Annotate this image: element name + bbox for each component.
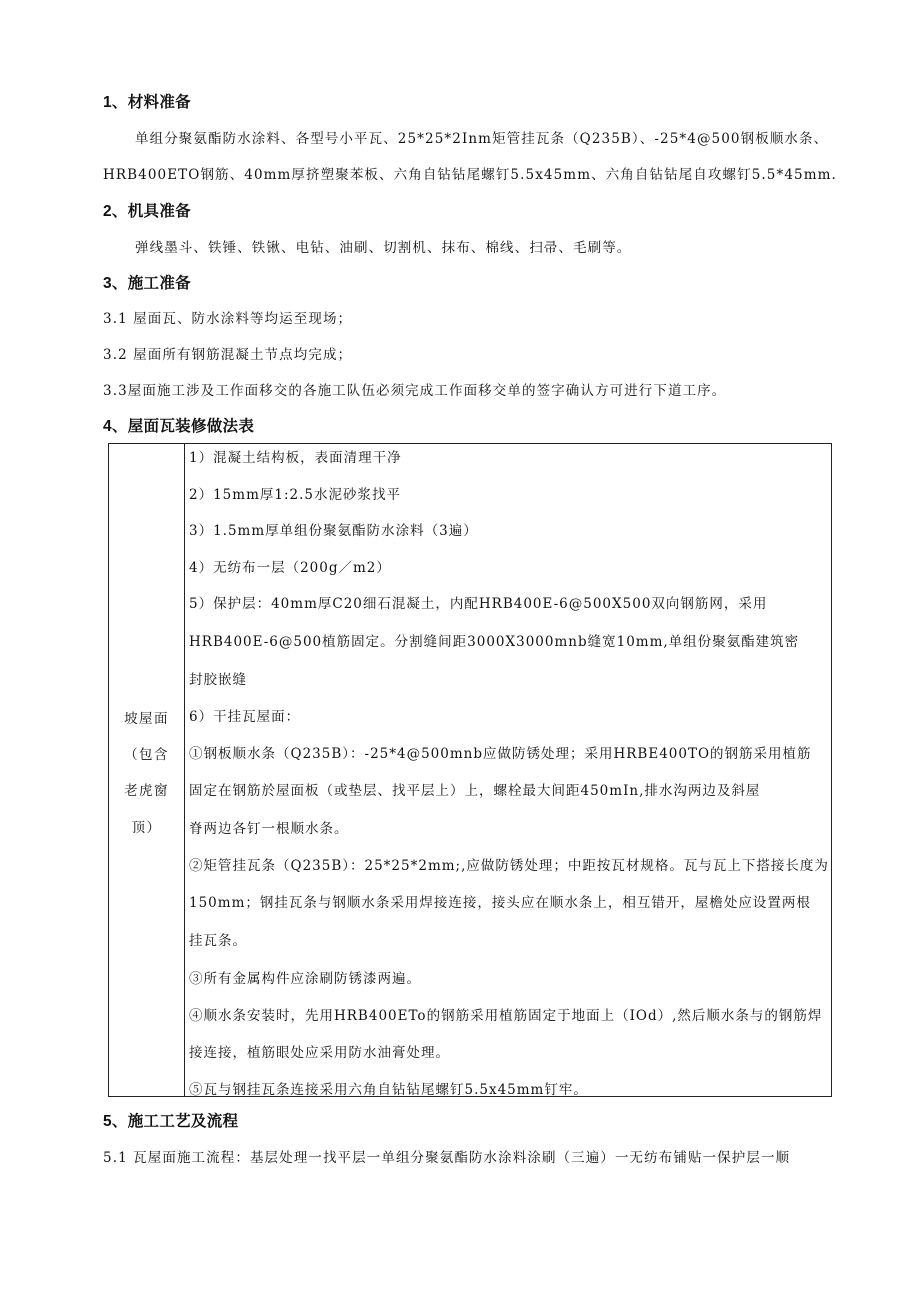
- category-line-2: （包含: [124, 747, 169, 763]
- method-line: 封胶嵌缝: [189, 672, 247, 688]
- category-line-1: 坡屋面: [124, 711, 169, 727]
- section-3-line-2: 3.2 屋面所有钢筋混凝土节点均完成；: [103, 347, 353, 363]
- category-line-4: 顶）: [131, 820, 162, 836]
- section-3-line-3: 3.3屋面施工涉及工作面移交的各施工队伍必须完成工作面移交单的签字确认方可进行下道工序。: [103, 383, 727, 399]
- method-line: 接连接，植筋眼处应采用防水油膏处理。: [189, 1045, 450, 1061]
- table-row: [109, 444, 832, 1097]
- section-3-heading: 3、施工准备: [103, 275, 191, 292]
- section-1-line-2: HRB400ETO钢筋、40mm厚挤塑聚苯板、六角自钻钻尾螺钉5.5x45mm、六角自钻钻尾自攻螺钉5.5*45mm.: [103, 167, 837, 183]
- method-line: 6）干挂瓦屋面：: [189, 709, 301, 725]
- method-line: 脊两边各钉一根顺水条。: [189, 821, 349, 837]
- method-description-cell: [185, 444, 832, 1097]
- method-line: 固定在钢筋於屋面板（或垫层、找平层上）上，螺栓最大间距450mIn,排水沟两边及斜屋: [189, 783, 761, 799]
- section-4-heading: 4、屋面瓦装修做法表: [103, 418, 255, 435]
- section-5-line-1: 5.1 瓦屋面施工流程：基层处理一找平层一单组分聚氨酯防水涂料涂刷（三遍）一无纺布铺贴一保护层一顺: [103, 1150, 791, 1166]
- section-5-heading: 5、施工工艺及流程: [103, 1113, 239, 1130]
- category-cell: [109, 444, 185, 1097]
- section-3-line-1: 3.1 屋面瓦、防水涂料等均运至现场；: [103, 311, 353, 327]
- method-line: 5）保护层：40mm厚C20细石混凝土，内配HRB400E-6@500X500双向钢筋网，采用: [189, 596, 768, 612]
- section-2-line-1: 弹线墨斗、铁锤、铁锹、电钻、油刷、切割机、抹布、棉线、扫帚、毛刷等。: [135, 240, 632, 256]
- method-line: 150mm；钢挂瓦条与钢顺水条采用焊接连接，接头应在顺水条上，相互错开，屋檐处应设置两根: [189, 895, 811, 911]
- method-line: 4）无纺布一层（200g／m2）: [189, 560, 391, 576]
- category-line-3: 老虎窗: [124, 783, 169, 799]
- section-1-line-1: 单组分聚氨酯防水涂料、各型号小平瓦、25*25*2Inm矩管挂瓦条（Q235B）、-25*4@500钢板顺水条、: [135, 131, 829, 147]
- method-line: 1）混凝土结构板，表面清理干净: [189, 450, 402, 466]
- section-1-heading: 1、材料准备: [103, 94, 191, 111]
- method-line: ④顺水条安装时，先用HRB400ETo的钢筋采用植筋固定于地面上（IOd）,然后顺水条与的钢筋焊: [189, 1008, 823, 1024]
- method-line: HRB400E-6@500植筋固定。分割缝间距3000X3000mnb缝宽10mm,单组份聚氨酯建筑密: [189, 634, 800, 650]
- method-line: ②矩管挂瓦条（Q235B）：25*25*2mm;,应做防锈处理；中距按瓦材规格。瓦与瓦上下搭接长度为: [189, 858, 829, 874]
- method-line: 2）15mm厚1:2.5水泥砂浆找平: [189, 487, 401, 503]
- method-line: 挂瓦条。: [189, 933, 247, 949]
- method-line: ⑤瓦与钢挂瓦条连接采用六角自钻钻尾螺钉5.5x45mm钉牢。: [189, 1082, 588, 1098]
- method-line: ①钢板顺水条（Q235B）：-25*4@500mnb应做防锈处理；采用HRBE400TO的钢筋采用植筋: [189, 746, 812, 762]
- method-line: 3）1.5mm厚单组份聚氨酯防水涂料（3遍）: [189, 523, 478, 539]
- section-2-heading: 2、机具准备: [103, 203, 191, 220]
- method-line: ③所有金属构件应涂刷防锈漆两遍。: [189, 971, 421, 987]
- roof-tile-method-table: [108, 443, 832, 1097]
